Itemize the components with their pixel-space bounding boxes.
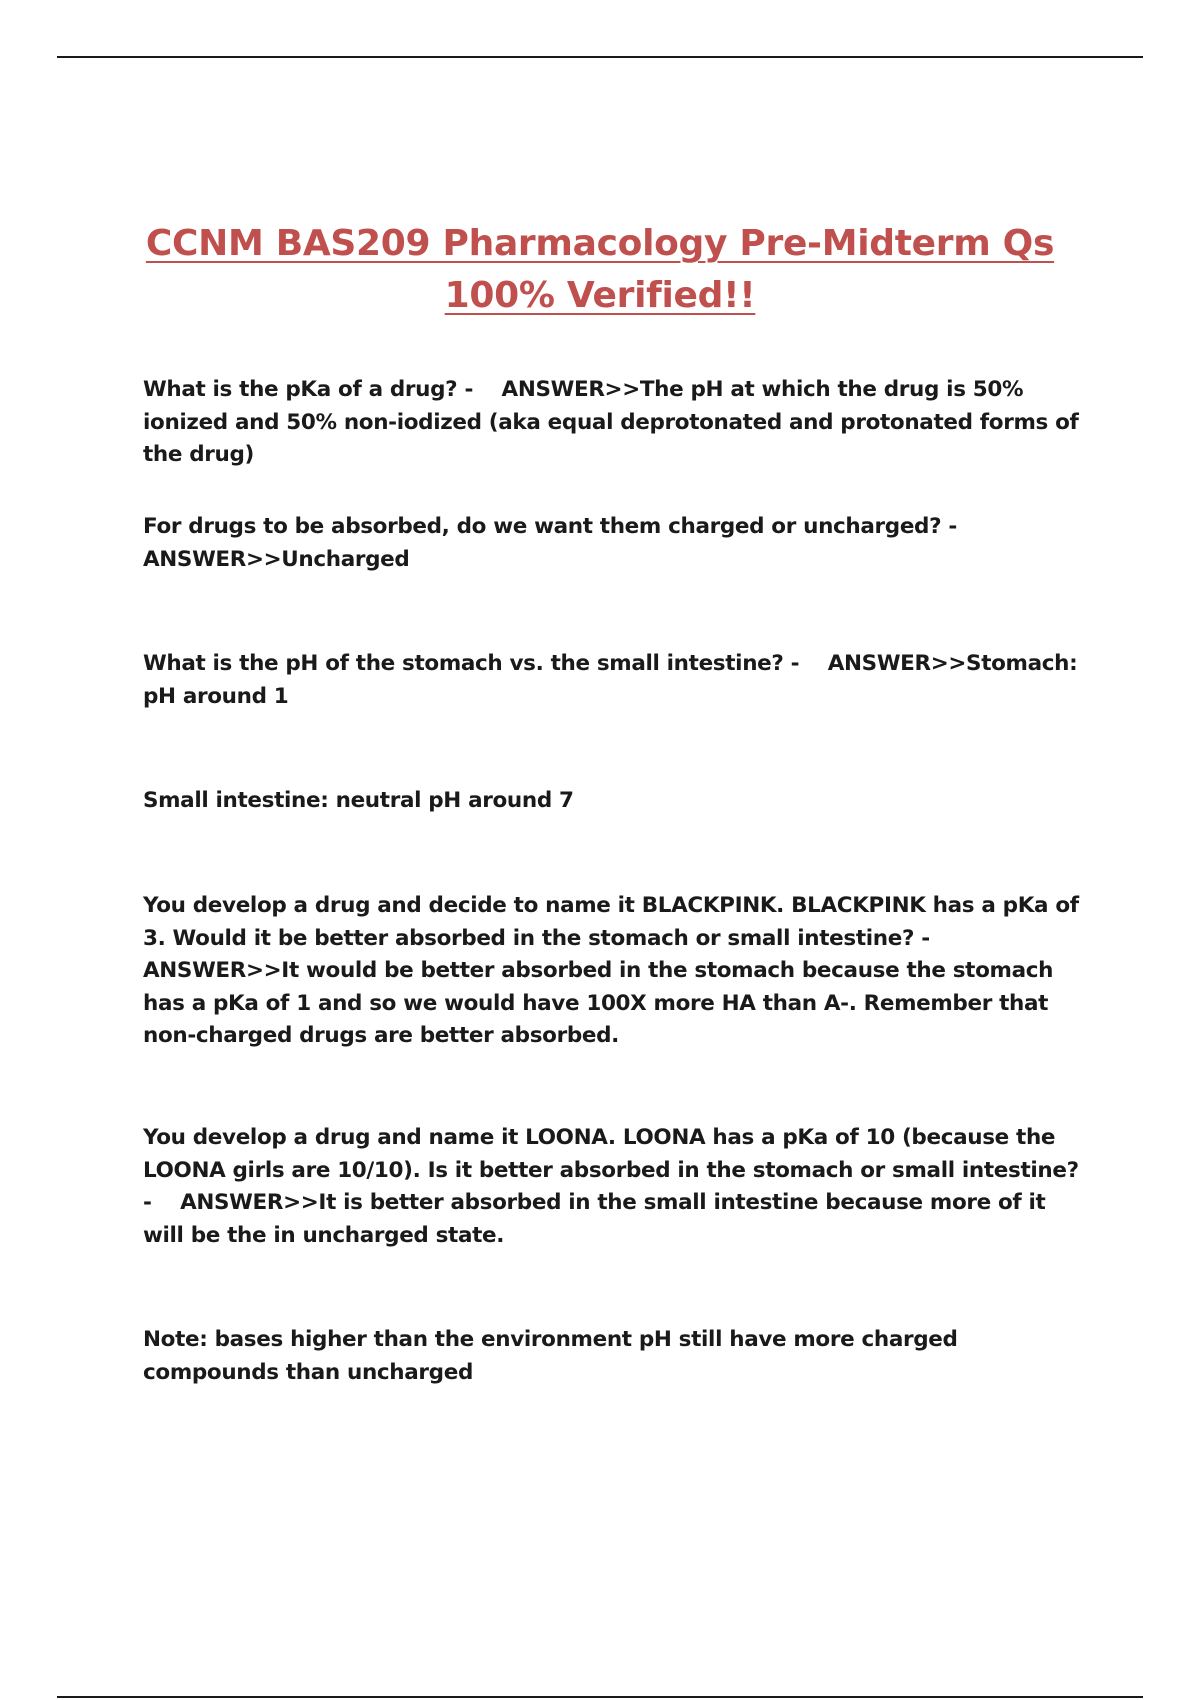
qa-block-pka: What is the pKa of a drug? - ANSWER>>The pH at which the drug is 50% ionized and 50% non-iodized (aka equal deprotonated and protonated forms of the drug) [143, 377, 1086, 467]
document-title [120, 218, 1080, 322]
qa-block-absorption-charge: For drugs to be absorbed, do we want them charged or uncharged? - ANSWER>>Uncharged [143, 514, 986, 572]
qa-block-small-intestine-ph: Small intestine: neutral pH around 7 [143, 788, 574, 813]
title-line-2: 100% Verified!! [444, 275, 756, 317]
footer-rule [57, 1696, 1143, 1698]
qa-block-stomach-ph: What is the pH of the stomach vs. the small intestine? - ANSWER>>Stomach: pH around 1 [143, 651, 1085, 709]
qa-block-note: Note: bases higher than the environment pH still have more charged compounds than uncharged [143, 1327, 965, 1385]
qa-block-loona: You develop a drug and name it LOONA. LOONA has a pKa of 10 (because the LOONA girls are 10/10). Is it better absorbed in the stomach or small intestine? - ANSWER>>It is better absorbed in the small intestine because more of it will be the in uncharged state. [143, 1125, 1086, 1248]
qa-block-blackpink: You develop a drug and decide to name it BLACKPINK. BLACKPINK has a pKa of 3. Would it be better absorbed in the stomach or small intestine? - ANSWER>>It would be better absorbed in the stomach because the stomach has a pKa of 1 and so we would have 100X more HA than A-. Remember that non-charged drugs are better absorbed. [143, 893, 1086, 1048]
header-rule [57, 56, 1143, 58]
title-line-1: CCNM BAS209 Pharmacology Pre-Midterm Qs [145, 223, 1055, 265]
